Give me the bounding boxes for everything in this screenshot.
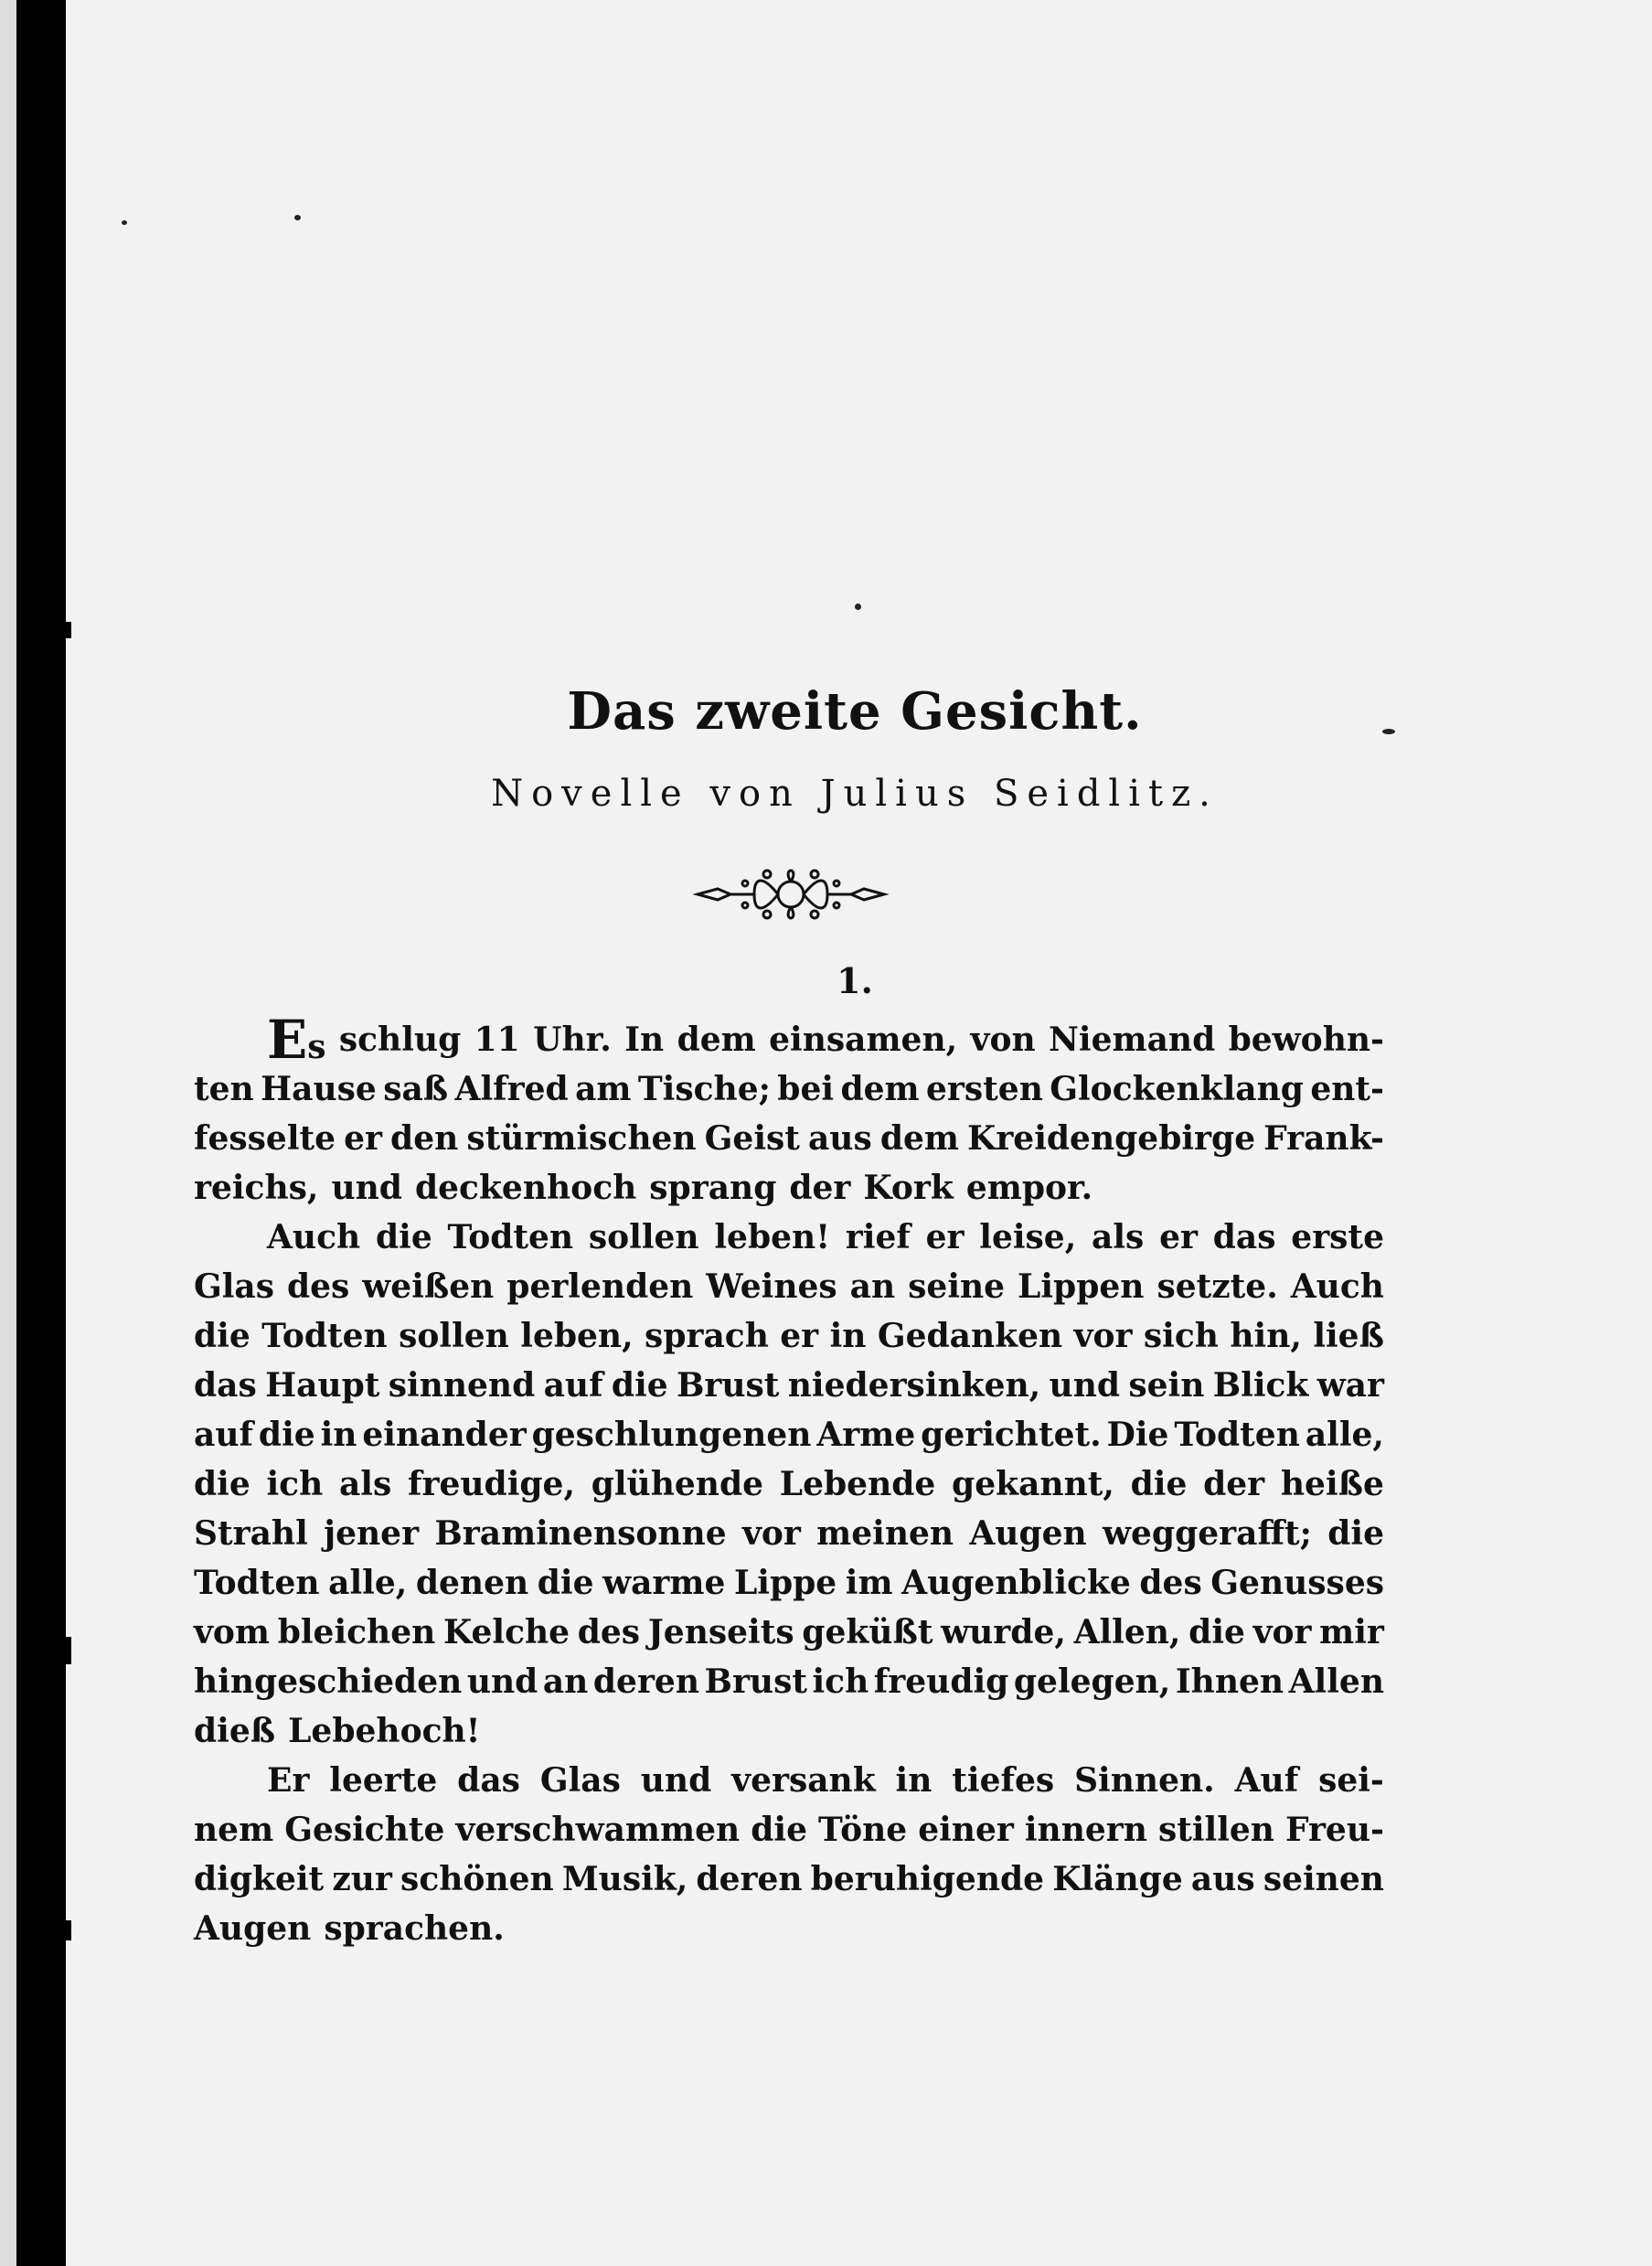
word: im bbox=[845, 1564, 893, 1602]
word: die bbox=[194, 1465, 250, 1503]
text-line bbox=[194, 1854, 1384, 1904]
dust-speck bbox=[855, 604, 861, 610]
text-line bbox=[194, 1756, 1384, 1805]
word: Augen bbox=[969, 1514, 1087, 1553]
word: vor bbox=[741, 1514, 801, 1553]
word: Uhr. bbox=[533, 1021, 612, 1059]
word: verschwammen bbox=[455, 1811, 741, 1849]
word: Weines bbox=[706, 1267, 837, 1306]
word: die bbox=[751, 1811, 807, 1849]
dust-speck bbox=[122, 220, 127, 225]
word: erste bbox=[1291, 1218, 1384, 1256]
word: Allen bbox=[1288, 1662, 1384, 1701]
word: Er bbox=[267, 1761, 310, 1800]
word: Todten bbox=[1174, 1416, 1300, 1454]
word: die bbox=[1130, 1465, 1188, 1503]
binding-notch bbox=[51, 622, 71, 638]
word: die bbox=[537, 1564, 594, 1602]
word: und bbox=[331, 1169, 402, 1207]
binding-notch bbox=[51, 1637, 71, 1664]
word: Arme bbox=[816, 1416, 916, 1454]
word: saß bbox=[383, 1070, 449, 1108]
word: Lippen bbox=[1018, 1267, 1145, 1306]
body-text bbox=[194, 1009, 1384, 1953]
word: an bbox=[542, 1662, 589, 1701]
word: der bbox=[1203, 1465, 1265, 1503]
word: zur bbox=[332, 1860, 392, 1898]
word: der bbox=[789, 1169, 851, 1207]
page-title: Das zweite Gesicht. bbox=[567, 681, 1143, 742]
word: 11 bbox=[474, 1021, 520, 1059]
word: Lebende bbox=[779, 1465, 936, 1503]
word: ent- bbox=[1310, 1070, 1384, 1108]
word: Gedanken bbox=[877, 1317, 1063, 1355]
word: des bbox=[1139, 1564, 1202, 1602]
word: perlenden bbox=[506, 1267, 694, 1306]
word: freudige, bbox=[407, 1465, 575, 1503]
page-subtitle: Novelle von Julius Seidlitz. bbox=[491, 773, 1219, 815]
word: ich bbox=[266, 1465, 324, 1503]
word: Geist bbox=[704, 1119, 800, 1158]
word: wurde, bbox=[941, 1613, 1066, 1651]
word: sprachen. bbox=[324, 1909, 505, 1948]
word: in bbox=[895, 1761, 933, 1800]
word: vor bbox=[1073, 1317, 1133, 1355]
word: glühende bbox=[591, 1465, 764, 1503]
word: deren bbox=[592, 1662, 699, 1701]
word: an bbox=[849, 1267, 896, 1306]
word: empor. bbox=[965, 1169, 1093, 1207]
word: reichs, bbox=[194, 1169, 319, 1207]
word: bei bbox=[777, 1070, 835, 1108]
word: als bbox=[338, 1465, 392, 1503]
word: aus bbox=[1190, 1860, 1255, 1898]
word: Töne bbox=[818, 1811, 908, 1849]
word: Kork bbox=[863, 1169, 954, 1207]
word: er bbox=[925, 1218, 965, 1256]
word: ersten bbox=[926, 1070, 1043, 1108]
word: geschlungenen bbox=[531, 1416, 812, 1454]
text-line bbox=[194, 1213, 1384, 1262]
word: einsamen, bbox=[769, 1021, 958, 1059]
word: Strahl bbox=[194, 1514, 308, 1553]
word: versank bbox=[731, 1761, 876, 1800]
word: bleichen bbox=[277, 1613, 436, 1651]
text-line bbox=[194, 1410, 1384, 1459]
text-line bbox=[194, 1361, 1384, 1410]
word: Auf bbox=[1234, 1761, 1299, 1800]
word: sprach bbox=[645, 1317, 769, 1355]
text-line bbox=[194, 1706, 1384, 1756]
text-line bbox=[194, 1805, 1384, 1854]
word: sinnend bbox=[388, 1366, 536, 1405]
word: er bbox=[780, 1317, 819, 1355]
initial-letter: E bbox=[267, 1009, 308, 1071]
word: in bbox=[829, 1317, 867, 1355]
word: hingeschieden bbox=[194, 1662, 463, 1701]
word: weggerafft; bbox=[1103, 1514, 1312, 1553]
word: Tische; bbox=[637, 1070, 771, 1108]
word: die bbox=[611, 1366, 668, 1405]
word: sollen bbox=[588, 1218, 699, 1256]
text-line bbox=[194, 1114, 1384, 1163]
word: Hause bbox=[261, 1070, 377, 1108]
word: mir bbox=[1319, 1613, 1384, 1651]
word: alle, bbox=[1305, 1416, 1384, 1454]
word: ließ bbox=[1313, 1317, 1384, 1355]
word: Haupt bbox=[265, 1366, 380, 1405]
word: dieß bbox=[194, 1712, 276, 1750]
word: sein bbox=[1128, 1366, 1205, 1405]
word: am bbox=[575, 1070, 632, 1108]
word: das bbox=[1212, 1218, 1276, 1256]
word: Blick bbox=[1212, 1366, 1309, 1405]
word: Es bbox=[267, 1009, 326, 1071]
word: dem bbox=[879, 1119, 959, 1158]
word: und bbox=[466, 1662, 538, 1701]
word: Musik, bbox=[561, 1860, 688, 1898]
word: Freu- bbox=[1285, 1811, 1384, 1849]
word: seine bbox=[908, 1267, 1006, 1306]
word: Gesichte bbox=[284, 1811, 445, 1849]
word: freudig bbox=[873, 1662, 1009, 1701]
word: die bbox=[194, 1317, 250, 1355]
word: hin, bbox=[1230, 1317, 1302, 1355]
word: einander bbox=[362, 1416, 527, 1454]
floral-ornament-icon bbox=[690, 858, 891, 931]
text-line bbox=[194, 1558, 1384, 1608]
text-line bbox=[194, 1064, 1384, 1114]
word: sollen bbox=[399, 1317, 509, 1355]
word: beruhigende bbox=[810, 1860, 1045, 1898]
word: seinen bbox=[1263, 1860, 1384, 1898]
word: Glockenklang bbox=[1050, 1070, 1304, 1108]
text-line bbox=[194, 1608, 1384, 1657]
word: die bbox=[375, 1218, 432, 1256]
word: Niemand bbox=[1049, 1021, 1216, 1059]
word: er bbox=[344, 1119, 382, 1158]
word: gekannt, bbox=[952, 1465, 1114, 1503]
word: gelegen, bbox=[1013, 1662, 1171, 1701]
word: tiefes bbox=[952, 1761, 1055, 1800]
word: schlug bbox=[338, 1021, 462, 1059]
word: rief bbox=[845, 1218, 911, 1256]
word: Ihnen bbox=[1175, 1662, 1284, 1701]
word: des bbox=[286, 1267, 350, 1306]
word: meinen bbox=[816, 1514, 954, 1553]
word: einer bbox=[918, 1811, 1014, 1849]
text-line bbox=[194, 1904, 1384, 1953]
word: Todten bbox=[261, 1317, 388, 1355]
text-line bbox=[194, 1262, 1384, 1311]
word: Klänge bbox=[1052, 1860, 1183, 1898]
word: sprang bbox=[649, 1169, 777, 1207]
word: Sinnen. bbox=[1074, 1761, 1215, 1800]
word: jener bbox=[324, 1514, 420, 1553]
word: dem bbox=[677, 1021, 756, 1059]
word: gerichtet. bbox=[921, 1416, 1102, 1454]
binding-notch bbox=[51, 1920, 71, 1940]
word: niedersinken, bbox=[787, 1366, 1041, 1405]
section-number: 1. bbox=[837, 960, 873, 1001]
word: ich bbox=[812, 1662, 869, 1701]
word: ten bbox=[194, 1070, 254, 1108]
word: stillen bbox=[1157, 1811, 1274, 1849]
text-line bbox=[194, 1163, 1384, 1213]
word: Kelche bbox=[442, 1613, 570, 1651]
word: heiße bbox=[1280, 1465, 1384, 1503]
text-line bbox=[194, 1311, 1384, 1361]
word: denen bbox=[415, 1564, 529, 1602]
word: Auch bbox=[1290, 1267, 1384, 1306]
word: in bbox=[320, 1416, 357, 1454]
word: bewohn- bbox=[1228, 1021, 1384, 1059]
word: Alfred bbox=[454, 1070, 569, 1108]
word: In bbox=[624, 1021, 665, 1059]
word: Todten bbox=[447, 1218, 574, 1256]
word: schönen bbox=[400, 1860, 554, 1898]
word: geküßt bbox=[802, 1613, 933, 1651]
word: von bbox=[970, 1021, 1036, 1059]
text-line bbox=[194, 1509, 1384, 1558]
word: das bbox=[457, 1761, 520, 1800]
word: den bbox=[390, 1119, 459, 1158]
word: dem bbox=[840, 1070, 920, 1108]
text-line bbox=[194, 1459, 1384, 1509]
word: die bbox=[1327, 1514, 1384, 1553]
word: Kreidengebirge bbox=[967, 1119, 1256, 1158]
word: Braminensonne bbox=[434, 1514, 727, 1553]
word: auf bbox=[543, 1366, 603, 1405]
word: und bbox=[640, 1761, 712, 1800]
word: vom bbox=[194, 1613, 271, 1651]
word: digkeit bbox=[194, 1860, 325, 1898]
word: Lebehoch! bbox=[288, 1712, 481, 1750]
word: vor bbox=[1252, 1613, 1312, 1651]
word: aus bbox=[807, 1119, 872, 1158]
word: innern bbox=[1024, 1811, 1147, 1849]
word: warme bbox=[602, 1564, 726, 1602]
word: alle, bbox=[328, 1564, 408, 1602]
word: Brust bbox=[676, 1366, 780, 1405]
word: fesselte bbox=[194, 1119, 336, 1158]
word: Genusses bbox=[1210, 1564, 1384, 1602]
text-line bbox=[194, 1657, 1384, 1706]
word: als bbox=[1092, 1218, 1145, 1256]
word: er bbox=[1159, 1218, 1198, 1256]
word: Lippe bbox=[733, 1564, 837, 1602]
word: des bbox=[577, 1613, 641, 1651]
word: nem bbox=[194, 1811, 274, 1849]
word: Auch bbox=[267, 1218, 361, 1256]
word: die bbox=[1188, 1613, 1245, 1651]
word: Todten bbox=[194, 1564, 320, 1602]
word: setzte. bbox=[1156, 1267, 1278, 1306]
word: Frank- bbox=[1263, 1119, 1384, 1158]
word: sich bbox=[1143, 1317, 1219, 1355]
word: leben! bbox=[714, 1218, 831, 1256]
word: Die bbox=[1106, 1416, 1169, 1454]
word: leise, bbox=[979, 1218, 1077, 1256]
word: das bbox=[194, 1366, 257, 1405]
word: Augen bbox=[194, 1909, 312, 1948]
word: die bbox=[258, 1416, 315, 1454]
text-line bbox=[194, 1009, 1384, 1071]
word: sei- bbox=[1318, 1761, 1384, 1800]
word: Jenseits bbox=[647, 1613, 794, 1651]
word: Augenblicke bbox=[901, 1564, 1131, 1602]
word: stürmischen bbox=[466, 1119, 697, 1158]
word: Glas bbox=[539, 1761, 621, 1800]
word: deckenhoch bbox=[414, 1169, 637, 1207]
binding-edge-highlight bbox=[0, 0, 16, 2266]
word: Allen, bbox=[1073, 1613, 1181, 1651]
word: Glas bbox=[194, 1267, 275, 1306]
word: leerte bbox=[329, 1761, 438, 1800]
word: Brust bbox=[704, 1662, 807, 1701]
dust-speck bbox=[294, 215, 301, 220]
word: weißen bbox=[362, 1267, 495, 1306]
word: leben, bbox=[520, 1317, 634, 1355]
word: war bbox=[1316, 1366, 1384, 1405]
word: auf bbox=[194, 1416, 253, 1454]
word: deren bbox=[696, 1860, 803, 1898]
word: und bbox=[1049, 1366, 1121, 1405]
